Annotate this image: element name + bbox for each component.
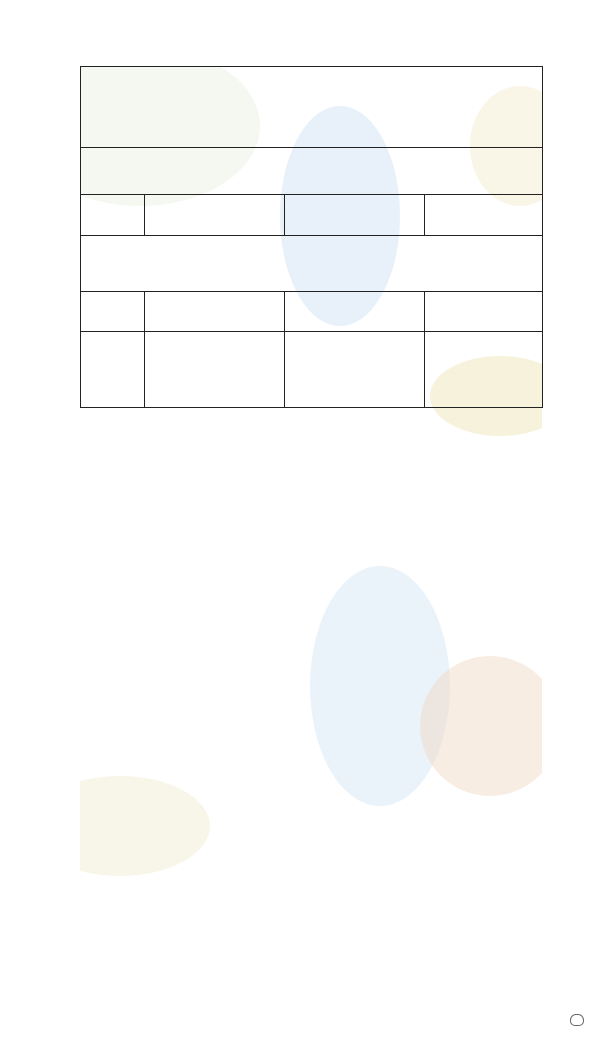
remark-cell [285, 332, 425, 408]
mouth-section-title [81, 148, 543, 195]
green-note [81, 67, 543, 148]
table-row [81, 332, 543, 408]
detail-cell [145, 332, 285, 408]
column-header-detail [145, 195, 285, 236]
column-header-round [81, 195, 145, 236]
weibo-watermark [570, 1010, 587, 1032]
column-header-round [81, 292, 145, 332]
column-header-remark [285, 195, 425, 236]
column-header-remark [285, 292, 425, 332]
column-header-total [425, 195, 543, 236]
weibo-icon [570, 1014, 584, 1026]
round-cell [81, 332, 145, 408]
total-cell [425, 332, 543, 408]
pattern-table [80, 66, 543, 408]
column-header-total [425, 292, 543, 332]
column-header-detail [145, 292, 285, 332]
skirt-section-title [81, 236, 543, 292]
